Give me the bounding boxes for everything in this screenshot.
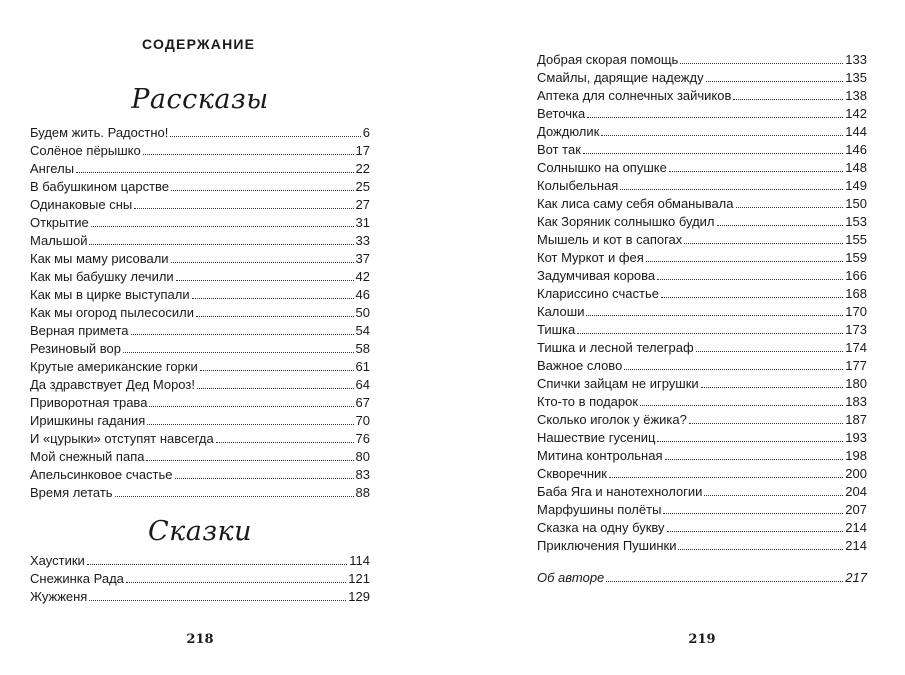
toc-entry-title: Резиновый вор	[30, 341, 122, 356]
toc-leader-dots	[196, 315, 354, 317]
toc-entry[interactable]	[30, 340, 370, 358]
toc-entry-page: 187	[845, 412, 867, 427]
toc-entry[interactable]	[537, 303, 867, 321]
toc-entry-page: 37	[355, 251, 370, 266]
toc-entry-page: 64	[355, 377, 370, 392]
toc-entry-page: 138	[845, 88, 867, 103]
toc-entry[interactable]	[537, 267, 867, 285]
toc-leader-dots	[689, 422, 843, 424]
toc-entry-page: 6	[362, 125, 370, 140]
toc-list-right	[537, 51, 867, 555]
toc-entry-title: Добрая скорая помощь	[537, 52, 679, 67]
toc-entry[interactable]	[30, 484, 370, 502]
toc-leader-dots	[115, 495, 354, 497]
page-number-right: 219	[688, 632, 716, 647]
toc-entry[interactable]	[537, 465, 867, 483]
toc-leader-dots	[216, 441, 354, 443]
toc-list-stories	[30, 124, 370, 502]
toc-entry-page: 31	[355, 215, 370, 230]
toc-entry-page: 193	[845, 430, 867, 445]
toc-leader-dots	[665, 458, 844, 460]
toc-entry-title: Кто-то в подарок	[537, 394, 639, 409]
toc-entry-page: 207	[845, 502, 867, 517]
toc-entry[interactable]	[537, 321, 867, 339]
toc-leader-dots	[91, 225, 354, 227]
toc-entry-title: Как Зоряник солнышко будил	[537, 214, 715, 229]
toc-entry-page: 114	[349, 553, 370, 568]
toc-entry[interactable]	[537, 375, 867, 393]
toc-entry[interactable]	[30, 196, 370, 214]
toc-entry-title: Иришкины гадания	[30, 413, 146, 428]
toc-leader-dots	[640, 404, 843, 406]
toc-entry-page: 61	[355, 359, 370, 374]
toc-leader-dots	[657, 440, 843, 442]
toc-entry[interactable]	[30, 394, 370, 412]
toc-entry-title: Как мы огород пылесосили	[30, 305, 194, 320]
toc-entry[interactable]	[537, 195, 867, 213]
toc-entry[interactable]	[537, 447, 867, 465]
toc-entry-title: Важное слово	[537, 358, 623, 373]
toc-entry-title: Мышель и кот в сапогах	[537, 232, 683, 247]
toc-leader-dots	[606, 580, 843, 582]
toc-entry-page: 76	[355, 431, 370, 446]
toc-entry[interactable]	[30, 124, 370, 142]
toc-entry-page: 146	[845, 142, 867, 157]
toc-leader-dots	[624, 368, 843, 370]
toc-leader-dots	[678, 548, 843, 550]
toc-entry[interactable]	[537, 177, 867, 195]
toc-leader-dots	[87, 563, 347, 565]
toc-entry-title: Верная примета	[30, 323, 129, 338]
toc-entry-title: Время летать	[30, 485, 113, 500]
toc-entry[interactable]	[537, 105, 867, 123]
toc-leader-dots	[704, 494, 843, 496]
toc-entry[interactable]	[30, 466, 370, 484]
toc-leader-dots	[696, 350, 844, 352]
toc-entry[interactable]	[30, 570, 370, 588]
toc-entry-page: 168	[845, 286, 867, 301]
toc-entry-page: 214	[845, 538, 867, 553]
toc-leader-dots	[667, 530, 844, 532]
toc-leader-dots	[134, 207, 353, 209]
toc-entry-title: Да здравствует Дед Мороз!	[30, 377, 195, 392]
toc-leader-dots	[586, 314, 843, 316]
toc-entry-page: 144	[845, 124, 867, 139]
toc-leader-dots	[736, 206, 844, 208]
toc-entry-page: 148	[845, 160, 867, 175]
toc-entry[interactable]	[30, 268, 370, 286]
toc-leader-dots	[143, 153, 354, 155]
toc-entry[interactable]	[30, 178, 370, 196]
toc-leader-dots	[684, 242, 843, 244]
right-page	[537, 0, 867, 675]
toc-entry[interactable]	[30, 552, 370, 570]
toc-entry-title: Как лиса саму себя обманывала	[537, 196, 734, 211]
toc-leader-dots	[126, 581, 346, 583]
toc-entry-page: 217	[845, 570, 867, 585]
toc-entry-page: 214	[845, 520, 867, 535]
toc-leader-dots	[149, 405, 353, 407]
toc-leader-dots	[192, 297, 354, 299]
toc-entry-page: 54	[355, 323, 370, 338]
toc-leader-dots	[601, 134, 843, 136]
toc-leader-dots	[89, 599, 346, 601]
toc-entry-title: Задумчивая корова	[537, 268, 656, 283]
toc-entry[interactable]	[30, 304, 370, 322]
toc-entry-title: Об авторе	[537, 570, 605, 585]
toc-entry[interactable]	[30, 430, 370, 448]
toc-entry-title: Баба Яга и нанотехнологии	[537, 484, 703, 499]
toc-leader-dots	[176, 279, 354, 281]
toc-entry-page: 200	[845, 466, 867, 481]
toc-leader-dots	[733, 98, 843, 100]
toc-entry[interactable]	[537, 357, 867, 375]
toc-entry-title: Тишка и лесной телеграф	[537, 340, 694, 355]
toc-entry-title: Марфушины полёты	[537, 502, 662, 517]
toc-leader-dots	[175, 477, 354, 479]
toc-leader-dots	[123, 351, 354, 353]
toc-entry-title: Будем жить. Радостно!	[30, 125, 169, 140]
toc-entry[interactable]	[537, 123, 867, 141]
toc-entry-page: 177	[845, 358, 867, 373]
toc-entry[interactable]	[30, 142, 370, 160]
toc-entry-title: Одинаковые сны	[30, 197, 133, 212]
toc-leader-dots	[577, 332, 843, 334]
toc-entry-page: 174	[845, 340, 867, 355]
toc-entry-title: Сколько иголок у ёжика?	[537, 412, 687, 427]
toc-entry[interactable]	[30, 232, 370, 250]
toc-entry-title: Калоши	[537, 304, 585, 319]
toc-entry-title: Мой снежный папа	[30, 449, 145, 464]
toc-leader-dots	[663, 512, 843, 514]
toc-entry[interactable]	[537, 231, 867, 249]
toc-entry-page: 83	[355, 467, 370, 482]
toc-entry-page: 67	[355, 395, 370, 410]
toc-entry-title: Клариссино счастье	[537, 286, 659, 301]
toc-entry-title: Снежинка Рада	[30, 571, 124, 586]
toc-entry[interactable]	[537, 393, 867, 411]
toc-entry-title: Открытие	[30, 215, 89, 230]
toc-entry-title: Вот так	[537, 142, 581, 157]
toc-entry[interactable]	[537, 87, 867, 105]
toc-entry[interactable]	[537, 411, 867, 429]
toc-entry[interactable]	[537, 69, 867, 87]
toc-entry-title: Как мы в цирке выступали	[30, 287, 190, 302]
toc-entry[interactable]	[537, 339, 867, 357]
toc-entry-page: 33	[355, 233, 370, 248]
toc-entry-page: 198	[845, 448, 867, 463]
toc-entry[interactable]	[30, 412, 370, 430]
toc-entry-page: 166	[845, 268, 867, 283]
toc-about-author	[537, 569, 867, 587]
toc-entry-page: 153	[845, 214, 867, 229]
toc-leader-dots	[131, 333, 354, 335]
section-title-stories: Рассказы	[131, 84, 269, 115]
toc-entry-title: Как мы маму рисовали	[30, 251, 169, 266]
toc-leader-dots	[146, 459, 353, 461]
toc-entry[interactable]	[30, 160, 370, 178]
toc-entry-title: Крутые американские горки	[30, 359, 198, 374]
toc-leader-dots	[197, 387, 354, 389]
toc-entry-page: 25	[355, 179, 370, 194]
toc-entry-page: 180	[845, 376, 867, 391]
toc-entry[interactable]	[537, 285, 867, 303]
toc-entry-title: Жужженя	[30, 589, 88, 604]
toc-entry[interactable]	[537, 429, 867, 447]
toc-entry-page: 204	[845, 484, 867, 499]
toc-entry-page: 22	[355, 161, 370, 176]
toc-entry[interactable]	[537, 213, 867, 231]
toc-entry-page: 142	[845, 106, 867, 121]
toc-entry-page: 183	[845, 394, 867, 409]
toc-entry-page: 135	[845, 70, 867, 85]
toc-entry[interactable]	[30, 358, 370, 376]
toc-entry-page: 133	[845, 52, 867, 67]
toc-leader-dots	[171, 189, 354, 191]
toc-leader-dots	[609, 476, 843, 478]
toc-entry[interactable]	[537, 51, 867, 69]
toc-entry-page: 173	[845, 322, 867, 337]
toc-leader-dots	[200, 369, 354, 371]
contents-heading: СОДЕРЖАНИЕ	[142, 36, 256, 52]
toc-entry-title: Мальшой	[30, 233, 88, 248]
toc-leader-dots	[669, 170, 843, 172]
toc-entry-title: В бабушкином царстве	[30, 179, 170, 194]
toc-leader-dots	[701, 386, 844, 388]
toc-entry-title: Как мы бабушку лечили	[30, 269, 174, 284]
toc-leader-dots	[587, 116, 843, 118]
toc-entry-page: 27	[355, 197, 370, 212]
toc-entry[interactable]	[30, 448, 370, 466]
toc-entry-page: 129	[348, 589, 370, 604]
toc-entry-title: Нашествие гусениц	[537, 430, 656, 445]
toc-entry-title: И «цурыки» отступят навсегда	[30, 431, 214, 446]
toc-leader-dots	[89, 243, 353, 245]
toc-entry[interactable]	[537, 141, 867, 159]
toc-entry-title: Скворечник	[537, 466, 607, 481]
toc-entry-title: Ангелы	[30, 161, 75, 176]
toc-leader-dots	[583, 152, 843, 154]
toc-entry-page: 159	[845, 250, 867, 265]
toc-entry-page: 150	[845, 196, 867, 211]
toc-leader-dots	[661, 296, 843, 298]
toc-entry[interactable]	[30, 588, 370, 606]
toc-leader-dots	[680, 62, 843, 64]
toc-entry-about-author[interactable]	[537, 569, 867, 587]
toc-entry-title: Приключения Пушинки	[537, 538, 677, 553]
toc-entry-title: Кот Муркот и фея	[537, 250, 644, 265]
toc-entry[interactable]	[537, 249, 867, 267]
section-title-fairy-tales: Сказки	[147, 516, 253, 547]
toc-entry-page: 42	[355, 269, 370, 284]
toc-entry[interactable]	[537, 159, 867, 177]
toc-leader-dots	[170, 135, 360, 137]
toc-leader-dots	[657, 278, 843, 280]
toc-list-fairy-tales	[30, 552, 370, 606]
toc-entry-title: Спички зайцам не игрушки	[537, 376, 699, 391]
toc-leader-dots	[171, 261, 354, 263]
toc-entry-page: 88	[355, 485, 370, 500]
toc-entry-title: Солёное пёрышко	[30, 143, 141, 158]
toc-entry-page: 17	[355, 143, 370, 158]
toc-entry[interactable]	[30, 250, 370, 268]
toc-entry[interactable]	[537, 537, 867, 555]
toc-entry[interactable]	[30, 322, 370, 340]
toc-entry-title: Веточка	[537, 106, 586, 121]
toc-entry-title: Хаустики	[30, 553, 85, 568]
toc-entry-page: 58	[355, 341, 370, 356]
toc-entry-page: 155	[845, 232, 867, 247]
toc-leader-dots	[717, 224, 844, 226]
toc-entry[interactable]	[30, 214, 370, 232]
toc-leader-dots	[646, 260, 843, 262]
toc-entry-title: Сказка на одну букву	[537, 520, 665, 535]
left-page	[30, 0, 370, 675]
page-number-left: 218	[186, 632, 214, 647]
toc-leader-dots	[147, 423, 353, 425]
toc-entry[interactable]	[30, 286, 370, 304]
toc-entry-title: Колыбельная	[537, 178, 619, 193]
toc-leader-dots	[706, 80, 844, 82]
toc-entry-page: 46	[355, 287, 370, 302]
toc-leader-dots	[620, 188, 843, 190]
toc-entry-title: Солнышко на опушке	[537, 160, 667, 175]
toc-entry-title: Приворотная трава	[30, 395, 148, 410]
toc-leader-dots	[76, 171, 353, 173]
toc-entry-title: Аптека для солнечных зайчиков	[537, 88, 732, 103]
toc-entry[interactable]	[537, 483, 867, 501]
toc-entry-page: 80	[355, 449, 370, 464]
toc-entry[interactable]	[30, 376, 370, 394]
toc-entry-page: 170	[845, 304, 867, 319]
toc-entry-title: Апельсинковое счастье	[30, 467, 173, 482]
toc-entry-title: Дождюлик	[537, 124, 600, 139]
toc-entry-title: Митина контрольная	[537, 448, 663, 463]
toc-entry[interactable]	[537, 519, 867, 537]
toc-entry-title: Тишка	[537, 322, 576, 337]
toc-entry-page: 70	[355, 413, 370, 428]
toc-entry-page: 50	[355, 305, 370, 320]
toc-entry[interactable]	[537, 501, 867, 519]
toc-entry-page: 121	[348, 571, 370, 586]
toc-entry-title: Смайлы, дарящие надежду	[537, 70, 704, 85]
toc-entry-page: 149	[845, 178, 867, 193]
